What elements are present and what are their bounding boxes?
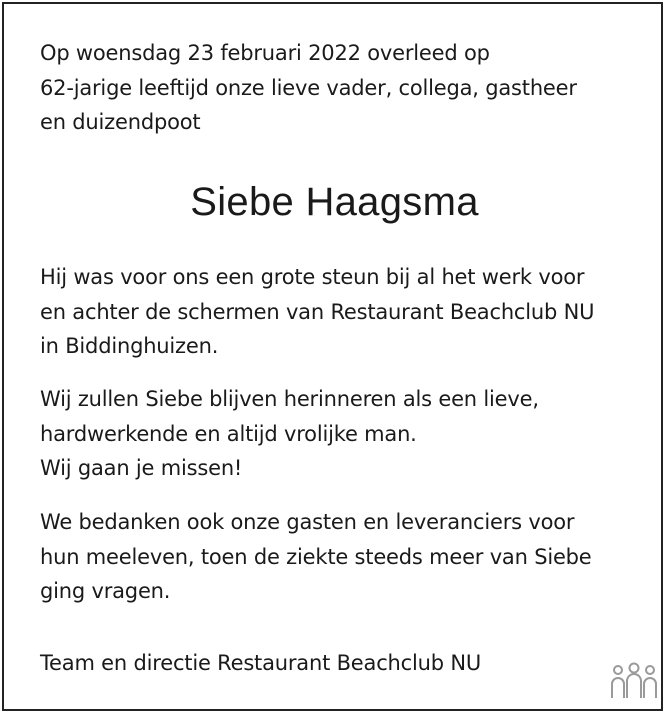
intro-text [40, 36, 577, 140]
paragraph-line: hun meeleven, toen de ziekte steeds meer van Siebe [40, 544, 592, 569]
people-group-icon [608, 662, 660, 702]
intro-line: Op woensdag 23 februari 2022 overleed op [40, 41, 490, 65]
paragraph-line: hardwerkende en altijd vrolijke man. [40, 421, 417, 446]
paragraph-line: en achter de schermen van Restaurant Beachclub NU [40, 299, 595, 324]
intro-line: 62-jarige leeftijd onze lieve vader, collega, gastheer [40, 75, 577, 100]
signature: Team en directie Restaurant Beachclub NU [40, 651, 482, 675]
paragraph-line: Wij gaan je missen! [40, 456, 243, 480]
paragraph-support [40, 260, 594, 364]
paragraph-line: Wij zullen Siebe blijven herinneren als een lieve, [40, 387, 539, 411]
paragraph-remembrance [40, 382, 539, 486]
deceased-name: Siebe Haagsma [190, 180, 479, 224]
paragraph-line: ging vragen. [40, 579, 171, 603]
paragraph-line: We bedanken ook onze gasten en leveranciers voor [40, 510, 575, 534]
paragraph-thanks [40, 505, 592, 609]
paragraph-line: in Biddinghuizen. [40, 334, 219, 358]
intro-line: en duizendpoot [40, 110, 201, 134]
paragraph-line: Hij was voor ons een grote steun bij al het werk voor [40, 265, 585, 289]
